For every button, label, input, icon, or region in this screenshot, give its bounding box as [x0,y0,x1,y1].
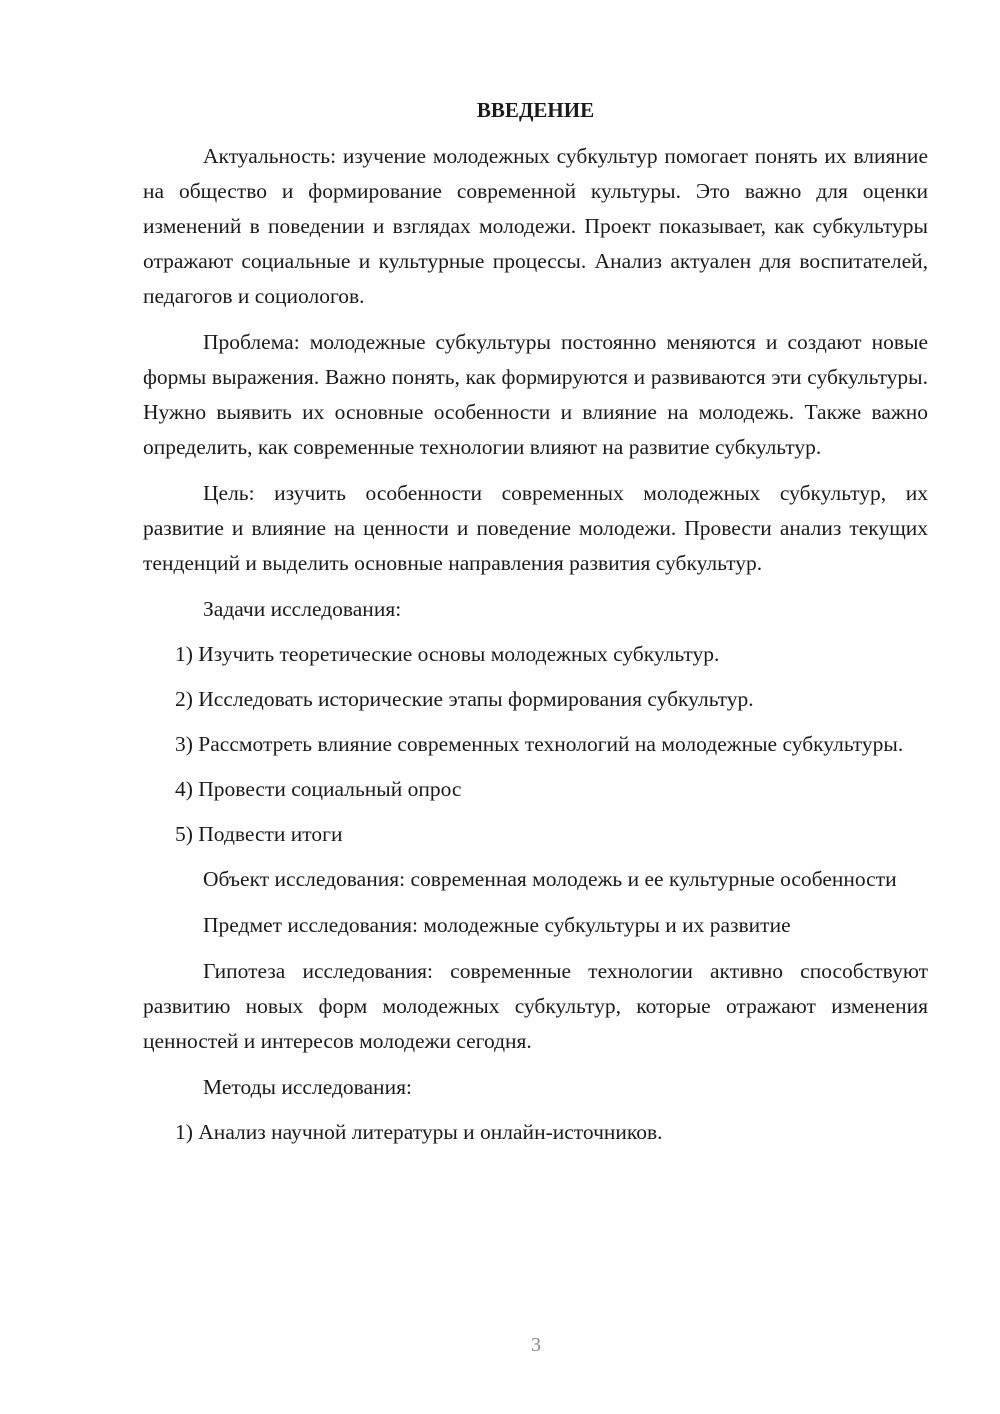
section-title: ВВЕДЕНИЕ [476,98,595,122]
task-item: 4) Провести социальный опрос [175,777,462,801]
problem-paragraph: Проблема: молодежные субкультуры постоянно меняются и создают новые формы выражения. Важно понять, как формируются и развиваются эти субкультуры. Нужно выявить их основные особенности и влияние на молодежь. Также важно определить, как современные технологии влияют на развитие субкультур. [143,330,928,459]
method-item: 1) Анализ научной литературы и онлайн-источников. [175,1120,663,1144]
task-item: 3) Рассмотреть влияние современных технологий на молодежные субкультуры. [175,732,904,756]
object-paragraph: Объект исследования: современная молодежь и ее культурные особенности [203,867,897,891]
tasks-heading: Задачи исследования: [203,597,402,621]
goal-paragraph: Цель: изучить особенности современных молодежных субкультур, их развитие и влияние на ценности и поведение молодежи. Провести анализ текущих тенденций и выделить основные направления развития субкультур. [143,481,928,575]
methods-heading: Методы исследования: [203,1075,412,1099]
subject-paragraph: Предмет исследования: молодежные субкультуры и их развитие [203,913,791,937]
page-number: 3 [531,1334,541,1356]
task-item: 2) Исследовать исторические этапы формирования субкультур. [175,687,754,711]
task-item: 5) Подвести итоги [175,822,343,846]
hypothesis-paragraph: Гипотеза исследования: современные технологии активно способствуют развитию новых форм молодежных субкультур, которые отражают изменения ценностей и интересов молодежи сегодня. [143,959,928,1053]
task-item: 1) Изучить теоретические основы молодежных субкультур. [175,642,720,666]
document-page [143,95,928,1160]
relevance-paragraph: Актуальность: изучение молодежных субкультур помогает понять их влияние на общество и формирование современной культуры. Это важно для оценки изменений в поведении и взглядах молодежи. Проект показывает, как субкультуры отражают социальные и культурные процессы. Анализ актуален для воспитателей, педагогов и социологов. [143,144,928,308]
